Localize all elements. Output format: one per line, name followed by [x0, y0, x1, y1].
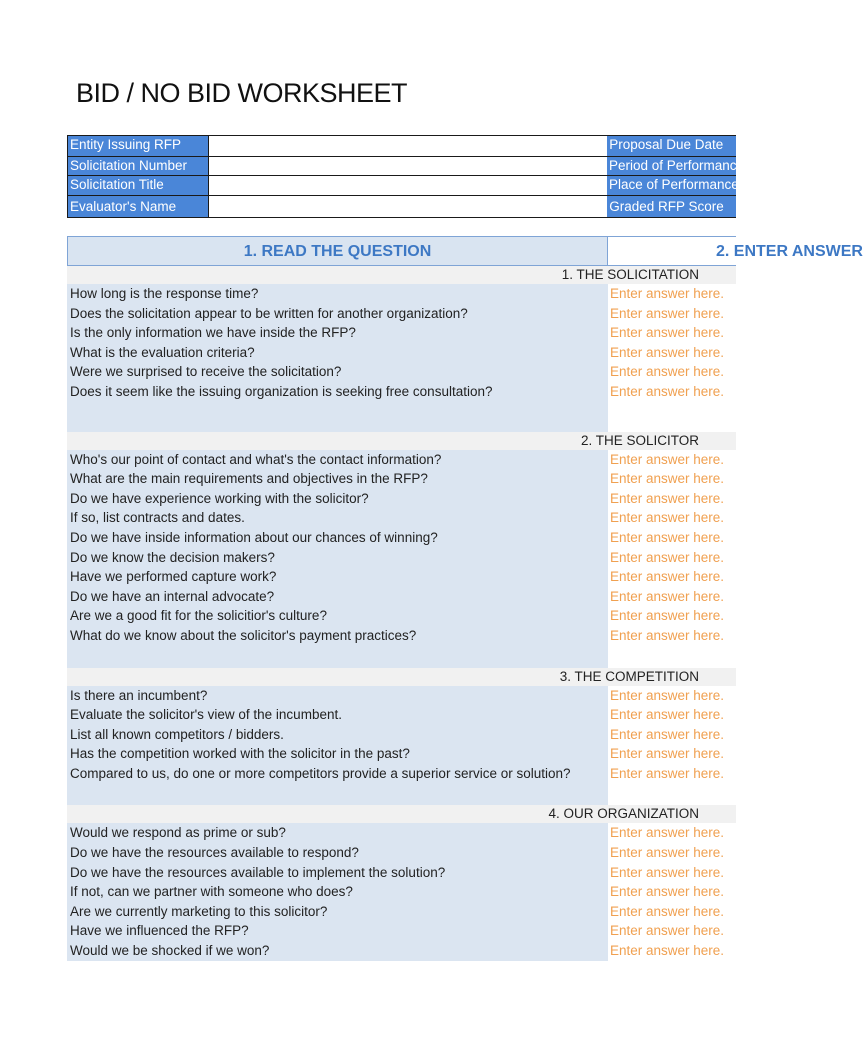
- proposal-due-date-label: Proposal Due Date: [607, 136, 736, 156]
- answer-input[interactable]: Enter answer here.: [610, 726, 725, 742]
- read-question-header: 1. READ THE QUESTION: [67, 236, 608, 266]
- entity-issuing-rfp-field[interactable]: [208, 136, 607, 156]
- question-text: Do we know the decision makers?: [67, 548, 608, 568]
- info-row: [68, 136, 736, 156]
- answer-input[interactable]: Enter answer here.: [610, 510, 725, 526]
- question-row: [67, 343, 736, 363]
- answer-input[interactable]: Enter answer here.: [610, 687, 725, 703]
- answer-input[interactable]: Enter answer here.: [610, 471, 725, 487]
- question-text: Are we currently marketing to this solicitor?: [67, 902, 608, 922]
- question-row: [67, 284, 736, 304]
- info-row: [68, 175, 739, 195]
- answer-input[interactable]: Enter answer here.: [610, 765, 725, 781]
- question-text: How long is the response time?: [67, 284, 608, 304]
- answer-input[interactable]: Enter answer here.: [610, 627, 725, 643]
- answer-input[interactable]: Enter answer here.: [610, 325, 725, 341]
- question-row: [67, 941, 736, 961]
- question-row: [67, 362, 736, 382]
- section-header: 1. THE SOLICITATION: [67, 266, 736, 284]
- question-row: [67, 450, 736, 470]
- question-text: If so, list contracts and dates.: [67, 508, 608, 528]
- section-spacer: [67, 402, 736, 432]
- answer-input[interactable]: Enter answer here.: [610, 864, 725, 880]
- question-text: Is there an incumbent?: [67, 686, 608, 706]
- question-text: Would we respond as prime or sub?: [67, 823, 608, 843]
- question-text: Compared to us, do one or more competitors provide a superior service or solution?: [67, 764, 608, 784]
- answer-input[interactable]: Enter answer here.: [610, 451, 725, 467]
- question-text: Have we performed capture work?: [67, 567, 608, 587]
- enter-answer-header-label: 2. ENTER ANSWER: [716, 243, 863, 260]
- answer-input[interactable]: Enter answer here.: [610, 383, 725, 399]
- question-text: Is the only information we have inside the RFP?: [67, 323, 608, 343]
- section-header: 4. OUR ORGANIZATION: [67, 805, 736, 823]
- entity-issuing-rfp-label: Entity Issuing RFP: [68, 136, 208, 156]
- question-text: What are the main requirements and objectives in the RFP?: [67, 469, 608, 489]
- question-text: Do we have the resources available to implement the solution?: [67, 863, 608, 883]
- section-header: 3. THE COMPETITION: [67, 668, 736, 686]
- solicitation-number-label: Solicitation Number: [68, 156, 208, 176]
- evaluators-name-label: Evaluator's Name: [68, 195, 208, 217]
- question-row: [67, 382, 736, 402]
- solicitation-title-label: Solicitation Title: [68, 175, 208, 195]
- section-header: 2. THE SOLICITOR: [67, 432, 736, 450]
- info-row: [68, 156, 745, 176]
- period-of-performance-label: Period of Performance: [607, 156, 736, 176]
- question-text: Are we a good fit for the solicitior's culture?: [67, 606, 608, 626]
- section-spacer: [67, 783, 736, 805]
- question-row: [67, 304, 736, 324]
- question-text: Have we influenced the RFP?: [67, 921, 608, 941]
- solicitation-number-field[interactable]: [208, 156, 607, 176]
- answer-input[interactable]: Enter answer here.: [610, 884, 725, 900]
- rfp-info-table: [67, 135, 745, 218]
- answer-input[interactable]: Enter answer here.: [610, 364, 725, 380]
- question-row: [67, 548, 736, 568]
- answer-input[interactable]: Enter answer here.: [610, 845, 725, 861]
- question-text: Do we have inside information about our chances of winning?: [67, 528, 608, 548]
- question-text: Do we have experience working with the solicitor?: [67, 489, 608, 509]
- spacer-cell: [67, 783, 608, 805]
- answer-input[interactable]: Enter answer here.: [610, 608, 725, 624]
- question-row: [67, 744, 736, 764]
- answer-input[interactable]: Enter answer here.: [610, 569, 725, 585]
- question-row: [67, 606, 736, 626]
- solicitation-title-field[interactable]: [208, 175, 607, 195]
- question-text: Does the solicitation appear to be written for another organization?: [67, 304, 608, 324]
- question-row: [67, 921, 736, 941]
- question-row: [67, 567, 736, 587]
- answer-input[interactable]: Enter answer here.: [610, 746, 725, 762]
- question-text: Were we surprised to receive the solicitation?: [67, 362, 608, 382]
- enter-answer-header: [608, 236, 863, 266]
- question-row: [67, 626, 736, 646]
- question-row: [67, 882, 736, 902]
- question-row: [67, 528, 736, 548]
- question-text: List all known competitors / bidders.: [67, 725, 608, 745]
- question-text: What is the evaluation criteria?: [67, 343, 608, 363]
- answer-input[interactable]: Enter answer here.: [610, 943, 725, 959]
- question-row: [67, 686, 736, 706]
- question-row: [67, 587, 736, 607]
- question-row: [67, 508, 736, 528]
- question-text: Do we have an internal advocate?: [67, 587, 608, 607]
- question-row: [67, 902, 736, 922]
- question-text: Does it seem like the issuing organization is seeking free consultation?: [67, 382, 608, 402]
- question-row: [67, 823, 736, 843]
- info-row: [68, 195, 736, 217]
- evaluators-name-field[interactable]: [208, 195, 607, 217]
- question-text: Who's our point of contact and what's the contact information?: [67, 450, 608, 470]
- answer-input[interactable]: Enter answer here.: [610, 588, 725, 604]
- question-text: Has the competition worked with the solicitor in the past?: [67, 744, 608, 764]
- page-title: BID / NO BID WORKSHEET: [76, 78, 408, 108]
- answer-input[interactable]: Enter answer here.: [610, 305, 725, 321]
- question-sections: [67, 266, 736, 961]
- question-text: What do we know about the solicitor's payment practices?: [67, 626, 608, 646]
- question-row: [67, 725, 736, 745]
- question-text: Evaluate the solicitor's view of the incumbent.: [67, 705, 608, 725]
- question-row: [67, 469, 736, 489]
- question-text: Do we have the resources available to respond?: [67, 843, 608, 863]
- answer-input[interactable]: Enter answer here.: [610, 344, 725, 360]
- question-row: [67, 705, 736, 725]
- graded-rfp-score-label: Graded RFP Score: [607, 195, 736, 217]
- answer-input[interactable]: Enter answer here.: [610, 707, 725, 723]
- answer-input[interactable]: Enter answer here.: [610, 923, 725, 939]
- question-row: [67, 323, 736, 343]
- question-text: Would we be shocked if we won?: [67, 941, 608, 961]
- question-row: [67, 863, 736, 883]
- spacer-cell: [67, 402, 608, 432]
- question-row: [67, 489, 736, 509]
- section-spacer: [67, 646, 736, 668]
- answer-input[interactable]: Enter answer here.: [610, 529, 725, 545]
- spacer-cell: [67, 646, 608, 668]
- answer-input[interactable]: Enter answer here.: [610, 903, 725, 919]
- question-row: [67, 764, 736, 784]
- place-of-performance-label: Place of Performance: [607, 175, 736, 195]
- answer-input[interactable]: Enter answer here.: [610, 490, 725, 506]
- question-row: [67, 843, 736, 863]
- question-text: If not, can we partner with someone who does?: [67, 882, 608, 902]
- answer-input[interactable]: Enter answer here.: [610, 549, 725, 565]
- answer-input[interactable]: Enter answer here.: [610, 286, 725, 301]
- answer-input[interactable]: Enter answer here.: [610, 825, 725, 841]
